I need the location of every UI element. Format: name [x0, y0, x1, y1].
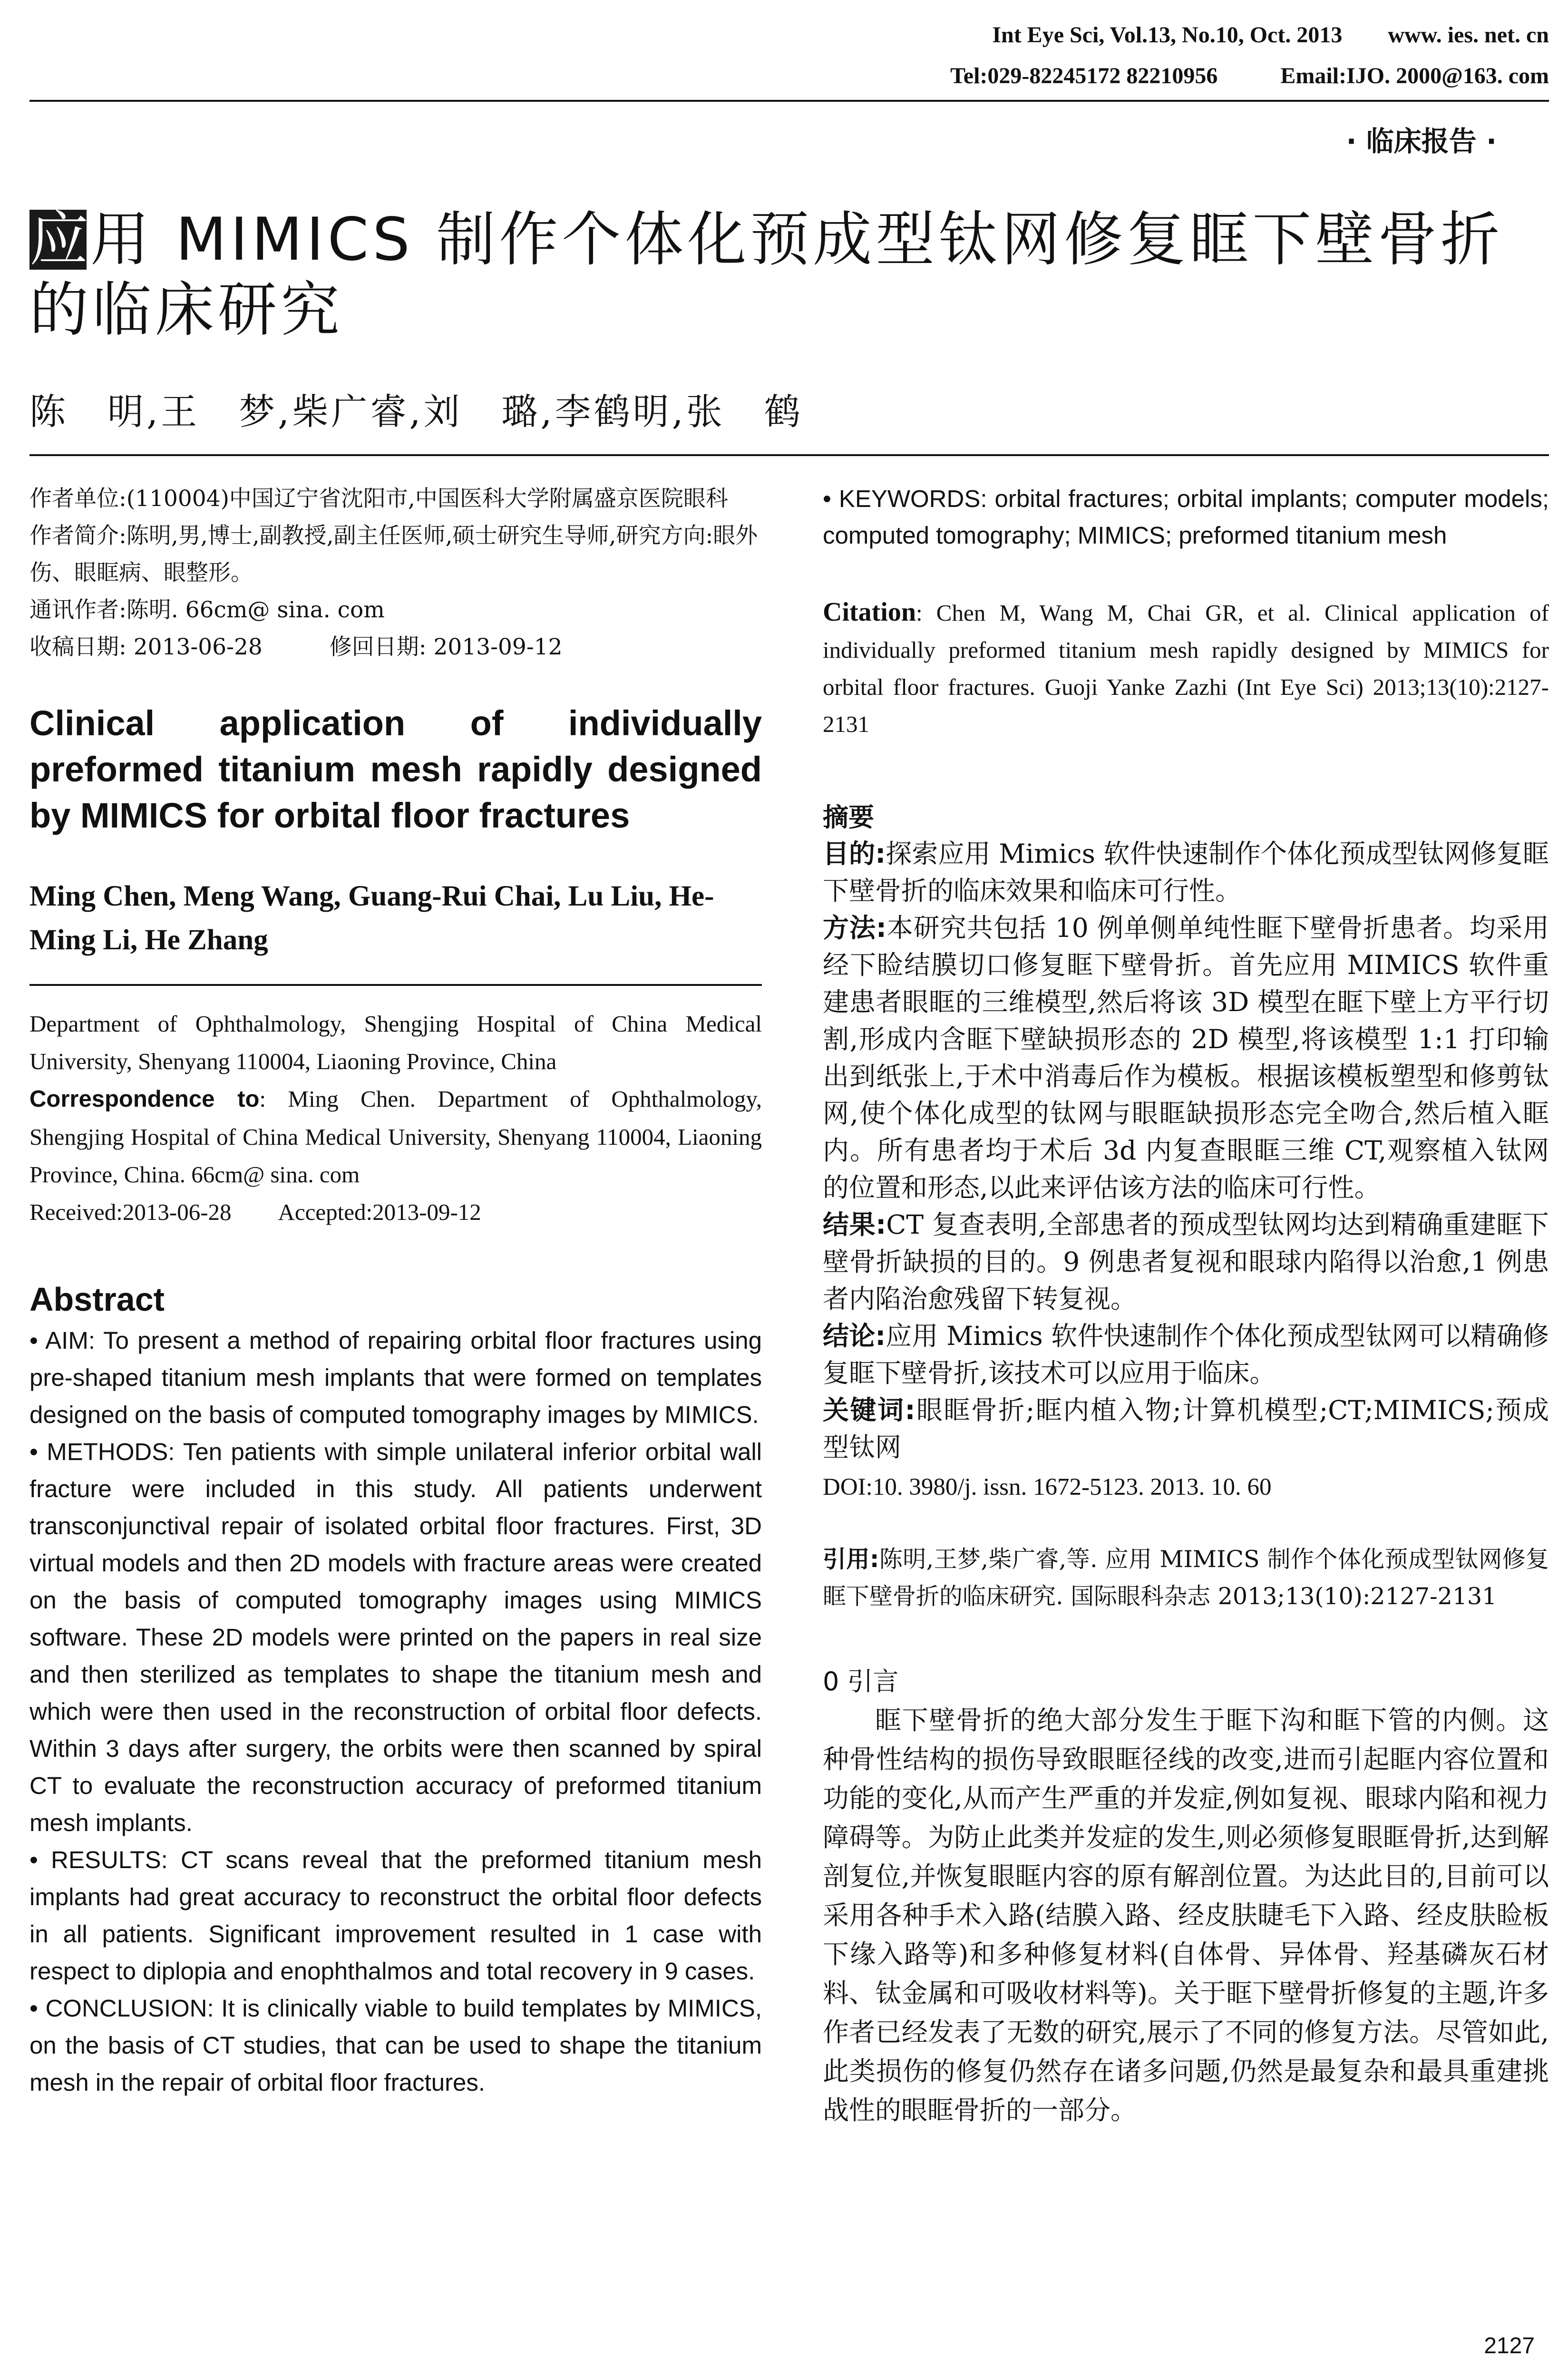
conclusion-label: 结论: [823, 1321, 886, 1351]
author-bio: 作者简介:陈明,男,博士,副教授,副主任医师,硕士研究生导师,研究方向:眼外伤、眼眶病、眼整形。 [29, 523, 758, 586]
keywords-cn-text: 眼眶骨折;眶内植入物;计算机模型;CT;MIMICS;预成型钛网 [823, 1395, 1549, 1462]
methods-label: 方法: [823, 913, 886, 943]
correspondence-text: : Ming Chen. Department of Ophthalmology, Shengjing Hospital of China Medical University, Shenyang 110004, Liaoning Province, China. 66cm@ sina. com [29, 1086, 762, 1188]
abstract-body [29, 1322, 762, 2101]
results-label: 结果: [823, 1209, 886, 1240]
journal-email: Email:IJO. 2000@163. com [1280, 63, 1549, 88]
methods-text: 本研究共包括 10 例单侧单纯性眶下壁骨折患者。均采用经下睑结膜切口修复眶下壁骨折。首先应用 MIMICS 软件重建患者眼眶的三维模型,然后将该 3D 模型在眶下壁上方平行切割,形成内含眶下壁缺损形态的 2D 模型,将该模型 1:1 打印输出到纸张上,于术中消毒后作为模板。根据该模板塑型和修剪钛网,使个体化成型的钛网与眼眶缺损形态完全吻合,然后植入眶内。所有患者均于术后 3d 内复查眼眶三维 CT,观察植入钛网的位置和形态,以此来评估该方法的临床可行性。 [823, 913, 1549, 1203]
abstract-results: • RESULTS: CT scans reveal that the preformed titanium mesh implants had great accuracy to reconstruct the orbital floor defects in all patients. Significant improvement resulted in 1 case with respect to diplopia and enophthalmos and total recovery in 9 cases. [29, 1846, 762, 1985]
right-column [823, 480, 1549, 2130]
intro-paragraph: 眶下壁骨折的绝大部分发生于眶下沟和眶下管的内侧。这种骨性结构的损伤导致眼眶径线的改变,进而引起眶内容位置和功能的变化,从而产生严重的并发症,例如复视、眼球内陷和视力障碍等。为防止此类并发症的发生,则必须修复眼眶骨折,达到解剖复位,并恢复眼眶内容的原有解剖位置。为达此目的,目前可以采用各种手术入路(结膜入路、经皮肤睫毛下入路、经皮肤睑板下缘入路等)和多种修复材料(自体骨、异体骨、羟基磷灰石材料、钛金属和可吸收材料等)。关于眶下壁骨折修复的主题,许多作者已经发表了无数的研究,展示了不同的修复方法。尽管如此,此类损伤的修复仍然存在诸多问题,仍然是最复杂和最具重建挑战性的眼眶骨折的一部分。 [823, 1705, 1549, 2125]
abstract-cn-keywords [823, 1392, 1549, 1466]
keywords-en: • KEYWORDS: orbital fractures; orbital implants; computer models; computed tomography; MIMICS; preformed titanium mesh [823, 485, 1549, 549]
citation-cn [823, 1541, 1549, 1615]
article-title-cn [29, 205, 1542, 345]
left-column [29, 480, 762, 2101]
correspondence-label: Correspondence to [29, 1086, 260, 1112]
abstract-cn-methods [823, 909, 1549, 1206]
corresponding-author-cn: 通讯作者:陈明. 66cm@ sina. com [29, 597, 385, 623]
affiliation-cn [29, 480, 762, 666]
journal-website: www. ies. net. cn [1388, 22, 1549, 48]
aim-label: 目的: [823, 838, 886, 869]
aim-text: 探索应用 Mimics 软件快速制作个体化预成型钛网修复眶下壁骨折的临床效果和临床可行性。 [823, 838, 1549, 906]
authors-en: Ming Chen, Meng Wang, Guang-Rui Chai, Lu Liu, He-Ming Li, He Zhang [29, 880, 714, 956]
journal-citation-line: Int Eye Sci, Vol.13, No.10, Oct. 2013 [992, 22, 1343, 48]
journal-header-line1 [992, 20, 1549, 50]
title-rest: 用 MIMICS 制作个体化预成型钛网修复眶下壁骨折的临床研究 [29, 205, 1504, 344]
abstract-heading: Abstract [29, 1281, 165, 1318]
department-en [29, 1005, 762, 1231]
doi: DOI:10. 3980/j. issn. 1672-5123. 2013. 10. 60 [823, 1474, 1272, 1500]
author-unit: 作者单位:(110004)中国辽宁省沈阳市,中国医科大学附属盛京医院眼科 [29, 486, 728, 512]
section-label: · 临床报告 · [1346, 125, 1497, 157]
journal-header-line2 [950, 61, 1549, 91]
abstract-conclusion: • CONCLUSION: It is clinically viable to build templates by MIMICS, on the basis of CT studies, that can be used to shape the titanium mesh in the repair of orbital floor fractures. [29, 1995, 762, 2096]
title-drop-cap: 应 [29, 205, 93, 274]
citation-cn-label: 引用: [823, 1546, 879, 1573]
abstract-cn-heading: 摘要 [823, 802, 874, 832]
header-rule [29, 100, 1549, 102]
intro-heading: 0 引言 [823, 1666, 899, 1696]
abstract-cn-conclusion [823, 1317, 1549, 1392]
abstract-methods: • METHODS: Ten patients with simple unilateral inferior orbital wall fracture were included in this study. All patients underwent transconjunctival repair of isolated orbital floor fractures. First, 3D virtual models and then 2D models with fracture areas were created on the basis of computed tomography images using MIMICS software. These 2D models were printed on the papers in real size and then sterilized as templates to shape the titanium mesh and which were then used in the reconstruction of orbital floor defects. Within 3 days after surgery, the orbits were then scanned by spiral CT to evaluate the reconstruction accuracy of preformed titanium mesh implants. [29, 1438, 762, 1836]
abstract-aim: • AIM: To present a method of repairing orbital floor fractures using pre-shaped titanium mesh implants that were formed on templates designed on the basis of computed tomography images by MIMICS. [29, 1327, 762, 1428]
received-accepted-en: Received:2013-06-28 Accepted:2013-09-12 [29, 1199, 481, 1225]
authors-cn: 陈 明,王 梦,柴广睿,刘 璐,李鹤明,张 鹤 [29, 390, 803, 433]
abstract-cn-aim [823, 835, 1549, 909]
received-dates-cn: 收稿日期: 2013-06-28 修回日期: 2013-09-12 [29, 634, 563, 660]
journal-tel: Tel:029-82245172 82210956 [950, 63, 1218, 88]
keywords-cn-label: 关键词: [823, 1395, 915, 1425]
abstract-cn-results [823, 1206, 1549, 1317]
authors-rule [29, 984, 762, 986]
department-affiliation: Department of Ophthalmology, Shengjing Hospital of China Medical University, Shenyang 110004, Liaoning Province, China [29, 1011, 762, 1074]
results-text: CT 复查表明,全部患者的预成型钛网均达到精确重建眶下壁骨折缺损的目的。9 例患者复视和眼球内陷得以治愈,1 例患者内陷治愈残留下转复视。 [823, 1209, 1549, 1314]
citation-cn-text: 陈明,王梦,柴广睿,等. 应用 MIMICS 制作个体化预成型钛网修复眶下壁骨折的临床研究. 国际眼科杂志 2013;13(10):2127-2131 [823, 1546, 1549, 1610]
title-rule [29, 454, 1549, 456]
citation-label: Citation [823, 597, 916, 627]
article-title-en: Clinical application of individually preformed titanium mesh rapidly designed by MIMICS for orbital floor fractures [29, 703, 762, 835]
conclusion-text: 应用 Mimics 软件快速制作个体化预成型钛网可以精确修复眶下壁骨折,该技术可以应用于临床。 [823, 1321, 1549, 1388]
page-number: 2127 [1484, 2333, 1535, 2358]
citation-text: : Chen M, Wang M, Chai GR, et al. Clinical application of individually preformed titanium mesh rapidly designed by MIMICS for orbital floor fractures. Guoji Yanke Zazhi (Int Eye Sci) 2013;13(10):2127-2131 [823, 600, 1549, 737]
citation-en [823, 594, 1549, 743]
